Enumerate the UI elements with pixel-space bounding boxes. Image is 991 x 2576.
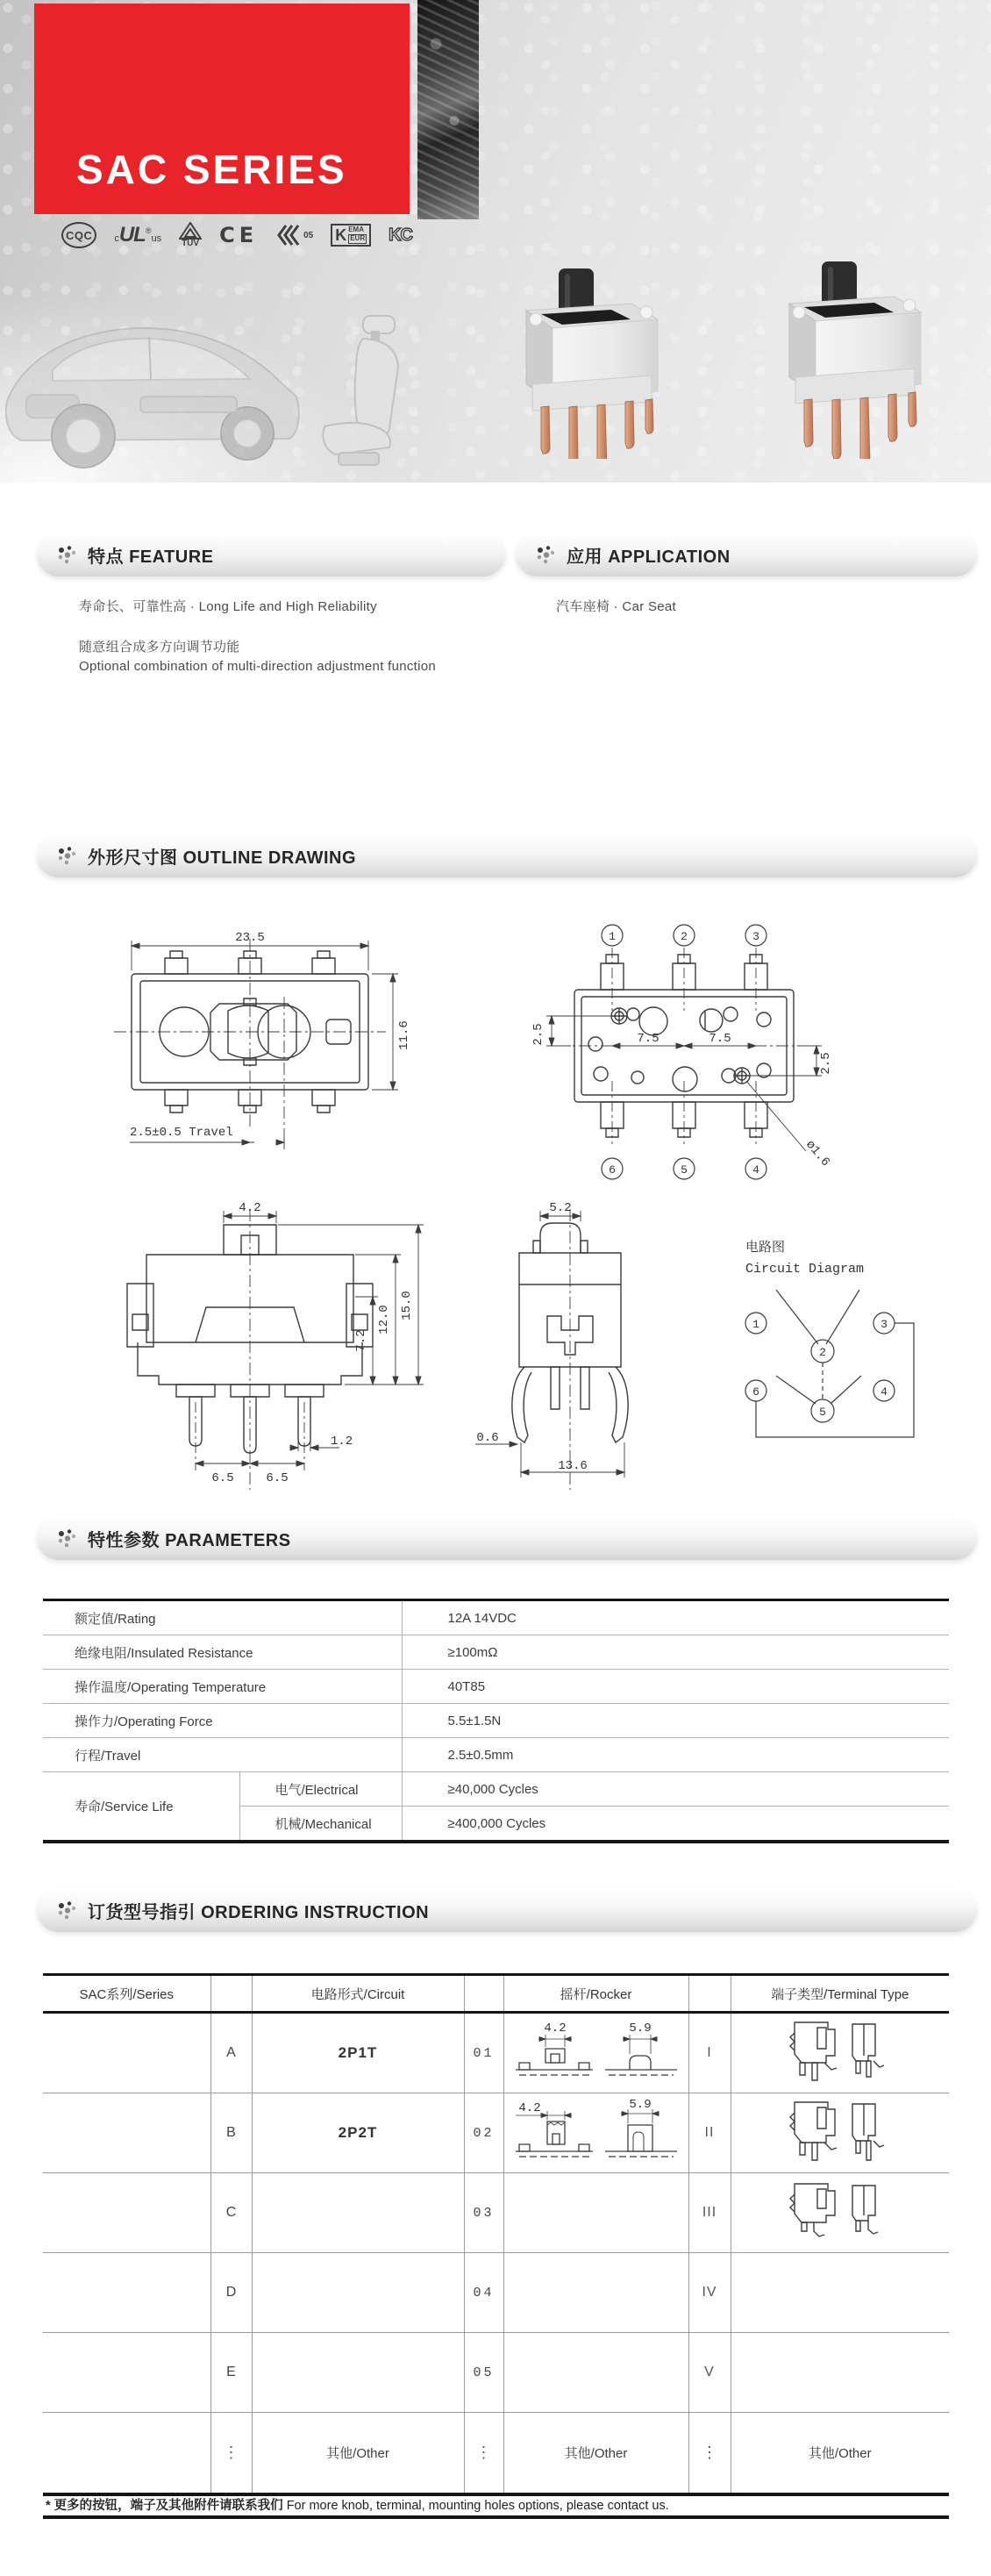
certification-logos (61, 214, 412, 256)
circuit-pin-6: 6 (752, 1385, 759, 1399)
feature-title-en: FEATURE (129, 547, 214, 567)
rocker-dim-2: 5.9 (628, 2098, 652, 2112)
circuit-cell (252, 2333, 464, 2413)
kc-logo: KC (389, 225, 412, 245)
outline-title (88, 843, 356, 869)
ordering-title-zh: 订货型号指引 (88, 1902, 196, 1922)
terminal-drawing-2 (779, 2093, 902, 2169)
pin-6: 6 (609, 1163, 616, 1177)
application-header (516, 533, 977, 576)
col-circuit: 电路形式/Circuit (252, 1975, 464, 2013)
pin-5: 5 (681, 1163, 688, 1177)
param-label: 操作温度/Operating Temperature (43, 1670, 402, 1704)
param-label: 寿命/Service Life (43, 1772, 239, 1843)
rocker-dim-2: 5.9 (628, 2021, 652, 2036)
cqc-logo: CQC (61, 222, 96, 248)
terminal-drawing-cell (731, 2253, 949, 2333)
pcb-photo-strip (417, 0, 479, 219)
parameters-title (88, 1526, 291, 1551)
series-cell (43, 2013, 210, 2093)
letter-cell: ⋮ (210, 2413, 252, 2494)
car-seat-image (309, 314, 423, 472)
application-title (567, 542, 731, 568)
table-row (43, 1738, 949, 1772)
circuit-pin-3: 3 (880, 1318, 888, 1331)
dim-front-knob: 4.2 (239, 1201, 261, 1215)
col-rocker: 摇杆/Rocker (503, 1975, 688, 2013)
feature-header (37, 533, 505, 576)
parameters-title-zh: 特性参数 (88, 1530, 160, 1550)
rocker-cell (503, 2333, 688, 2413)
terminal-drawing-cell (731, 2333, 949, 2413)
col-blank (464, 1975, 503, 2013)
circuit-title-zh: 电路图 (745, 1240, 786, 1255)
terminal-drawing-3 (779, 2173, 902, 2249)
outline-title-en: OUTLINE DRAWING (182, 848, 357, 868)
ul-registered: ® (145, 226, 152, 236)
terminal-code-cell: IV (688, 2253, 731, 2333)
kema-k: K (335, 226, 347, 244)
outline-title-zh: 外形尺寸图 (88, 848, 178, 868)
dim-offset-right: 2.5 (819, 1052, 833, 1075)
ordering-header (37, 1888, 977, 1932)
circuit-pin-1: 1 (752, 1318, 759, 1331)
terminal-code-cell: I (688, 2013, 731, 2093)
code-cell: 01 (464, 2013, 503, 2093)
ordering-title-en: ORDERING INSTRUCTION (201, 1902, 430, 1922)
terminal-drawing-cell: 其他/Other (731, 2413, 949, 2494)
footnote (46, 2495, 949, 2514)
dim-front-pin-width: 1.2 (331, 1435, 353, 1449)
code-cell: 03 (464, 2173, 503, 2253)
circuit-diagram (693, 1228, 947, 1456)
col-blank (688, 1975, 731, 2013)
rocker-dim-1: 4.2 (543, 2021, 567, 2036)
feature-line-1: 寿命长、可靠性高 · Long Life and High Reliability (79, 599, 377, 614)
param-value: 40T85 (402, 1670, 949, 1704)
table-row (43, 2173, 949, 2253)
ordering-table (43, 1973, 949, 2496)
code-cell: 02 (464, 2093, 503, 2173)
dim-hole-dia: ø1.6 (802, 1137, 833, 1170)
kema-eur: EUR (350, 234, 366, 242)
dots-icon (56, 1528, 77, 1549)
terminal-drawing-cell (731, 2173, 949, 2253)
circuit-cell (252, 2173, 464, 2253)
code-cell: 05 (464, 2333, 503, 2413)
param-label: 操作力/Operating Force (43, 1704, 402, 1738)
series-title: SAC SERIES (76, 147, 347, 192)
table-row (43, 1704, 949, 1738)
outline-side-view (463, 1200, 687, 1503)
terminal-code-cell: ⋮ (688, 2413, 731, 2494)
feature-title (88, 542, 214, 568)
series-title-box (34, 4, 410, 214)
pin-2: 2 (681, 930, 688, 943)
dim-pitch-a: 7.5 (637, 1032, 659, 1046)
series-cell (43, 2333, 210, 2413)
param-value: ≥400,000 Cycles (402, 1807, 949, 1843)
series-cell (43, 2413, 210, 2494)
series-cell (43, 2173, 210, 2253)
letter-cell: D (210, 2253, 252, 2333)
circuit-pin-5: 5 (819, 1406, 826, 1419)
parameters-table (43, 1599, 949, 1843)
table-row (43, 2413, 949, 2494)
param-label: 额定值/Rating (75, 1611, 156, 1627)
feature-line-2-zh: 随意组合成多方向调节功能 (79, 640, 240, 655)
ul-main: UL (118, 223, 146, 247)
table-row (43, 1600, 949, 1635)
letter-cell: A (210, 2013, 252, 2093)
rocker-drawing-02 (509, 2095, 684, 2167)
terminal-drawing-1 (779, 2014, 902, 2089)
rocker-dim-1: 4.2 (517, 2101, 541, 2115)
table-row (43, 2253, 949, 2333)
dim-side-pin: 0.6 (476, 1431, 499, 1445)
terminal-code-cell: II (688, 2093, 731, 2173)
terminal-code-cell: V (688, 2333, 731, 2413)
dots-icon (56, 845, 77, 866)
letter-cell: E (210, 2333, 252, 2413)
application-line-1: 汽车座椅 · Car Seat (556, 599, 677, 614)
terminal-drawing-cell (731, 2093, 949, 2173)
dim-front-h-inner: 7.2 (354, 1329, 368, 1352)
bottom-rule (43, 2515, 949, 2519)
ce-logo: CE (219, 223, 259, 247)
param-sublabel: 机械/Mechanical (239, 1807, 402, 1843)
terminal-drawing-cell (731, 2013, 949, 2093)
kema-ema: EMA (348, 225, 364, 234)
dots-icon (56, 544, 77, 565)
col-blank (210, 1975, 252, 2013)
product-photos (478, 261, 952, 459)
parameters-header (37, 1516, 977, 1560)
tuv-triangle-icon (179, 222, 202, 240)
pin-3: 3 (752, 930, 759, 943)
letter-cell: B (210, 2093, 252, 2173)
dim-front-h-total: 15.0 (400, 1291, 414, 1320)
param-label: 行程/Travel (43, 1738, 402, 1772)
feature-line-2-en: Optional combination of multi-direction adjustment function (79, 659, 437, 674)
dim-top-height: 11.6 (397, 1020, 411, 1050)
terminal-code-cell: III (688, 2173, 731, 2253)
application-title-zh: 应用 (567, 547, 602, 567)
table-row (43, 2013, 949, 2093)
outline-header (37, 834, 977, 877)
emark-logo (275, 224, 313, 247)
circuit-cell: 2P2T (252, 2093, 464, 2173)
car-image (0, 283, 303, 476)
ul-logo (114, 223, 162, 247)
rocker-cell: 其他/Other (503, 2413, 688, 2494)
dim-pitch-b: 7.5 (709, 1032, 731, 1046)
tuv-text: TÜV (182, 239, 200, 248)
dim-front-h-body: 12.0 (377, 1305, 391, 1335)
dim-front-pitch-right: 6.5 (266, 1471, 289, 1485)
letter-cell: C (210, 2173, 252, 2253)
table-header-row (43, 1975, 949, 2013)
outline-top-view (96, 912, 430, 1184)
param-value: 5.5±1.5N (402, 1704, 949, 1738)
circuit-pin-4: 4 (880, 1385, 888, 1399)
param-value: 12A 14VDC (402, 1600, 949, 1635)
series-cell (43, 2093, 210, 2173)
ul-c: c (114, 233, 119, 244)
dim-top-travel: 2.5±0.5 Travel (130, 1126, 233, 1140)
feature-title-zh: 特点 (88, 547, 124, 567)
pin-4: 4 (752, 1163, 759, 1177)
circuit-cell: 其他/Other (252, 2413, 464, 2494)
ordering-title (88, 1898, 429, 1923)
dots-icon (535, 544, 556, 565)
circuit-title-en: Circuit Diagram (745, 1262, 865, 1277)
outline-bottom-view (504, 912, 890, 1202)
dots-icon (56, 1900, 77, 1921)
circuit-cell (252, 2253, 464, 2333)
dim-side-knob: 5.2 (549, 1201, 572, 1215)
footnote-zh: * 更多的按钮，端子及其他附件请联系我们 (46, 2499, 283, 2513)
table-row (43, 2333, 949, 2413)
rocker-cell (503, 2013, 688, 2093)
dim-offset-left: 2.5 (531, 1023, 545, 1046)
param-sublabel: 电气/Electrical (239, 1772, 402, 1807)
param-value: ≥40,000 Cycles (402, 1772, 949, 1807)
table-row (43, 2093, 949, 2173)
dim-side-base: 13.6 (558, 1459, 588, 1473)
footnote-en: For more knob, terminal, mounting holes options, please contact us. (286, 2499, 669, 2513)
hero-banner (0, 0, 991, 483)
application-title-en: APPLICATION (608, 547, 731, 567)
param-label: 绝缘电阻/Insulated Resistance (43, 1635, 402, 1670)
param-value: ≥100mΩ (402, 1635, 949, 1670)
col-series: SAC系列/Series (79, 1986, 175, 2002)
pin-1: 1 (609, 930, 616, 943)
rocker-cell (503, 2253, 688, 2333)
col-terminal: 端子类型/Terminal Type (731, 1975, 949, 2013)
ul-us: us (151, 233, 162, 244)
param-value: 2.5±0.5mm (402, 1738, 949, 1772)
emark-arrows-icon (275, 224, 302, 247)
circuit-cell: 2P1T (252, 2013, 464, 2093)
tuv-logo (179, 222, 202, 248)
table-row (43, 1670, 949, 1704)
parameters-title-en: PARAMETERS (165, 1530, 291, 1550)
kema-keur-logo (331, 224, 371, 247)
rocker-drawing-01 (509, 2015, 684, 2087)
table-row (43, 1635, 949, 1670)
rocker-cell (503, 2173, 688, 2253)
rocker-cell (503, 2093, 688, 2173)
outline-front-view (92, 1200, 438, 1503)
table-row (43, 1772, 949, 1807)
code-cell: ⋮ (464, 2413, 503, 2494)
series-cell (43, 2253, 210, 2333)
emark-code: 05 (303, 230, 314, 240)
code-cell: 04 (464, 2253, 503, 2333)
dim-top-width: 23.5 (235, 931, 265, 945)
circuit-pin-2: 2 (819, 1346, 826, 1359)
dim-front-pitch-left: 6.5 (211, 1471, 234, 1485)
